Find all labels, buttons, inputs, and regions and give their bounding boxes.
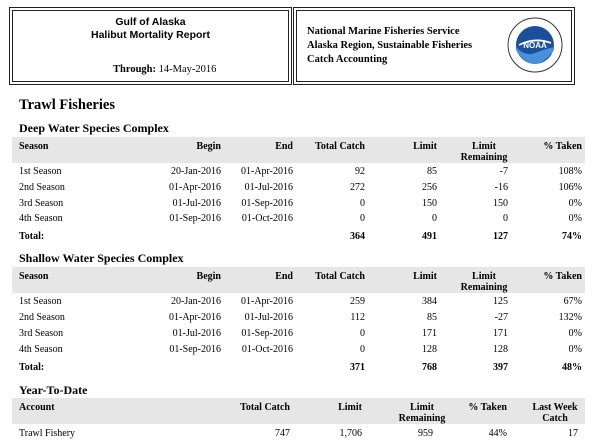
remaining-cell: -27 bbox=[494, 312, 508, 323]
catch-cell: 112 bbox=[350, 312, 365, 323]
col-limit: Limit bbox=[413, 271, 437, 282]
limit-cell: 256 bbox=[422, 182, 437, 193]
col-account: Account bbox=[19, 402, 55, 413]
season-cell: 2nd Season bbox=[19, 312, 65, 323]
season-cell: 1st Season bbox=[19, 296, 62, 307]
col-total-catch: Total Catch bbox=[315, 141, 365, 152]
begin-cell: 01-Jul-2016 bbox=[172, 328, 221, 339]
noaa-logo-icon bbox=[507, 17, 563, 73]
total-catch: 364 bbox=[350, 231, 365, 242]
remaining-cell: -16 bbox=[494, 182, 508, 193]
deep-water-title: Deep Water Species Complex bbox=[19, 121, 169, 135]
col-last-week-2: Catch bbox=[542, 413, 568, 424]
total-pct: 74% bbox=[562, 231, 582, 242]
col-limit-remaining-2: Remaining bbox=[398, 413, 446, 424]
report-title-line2: Halibut Mortality Report bbox=[90, 29, 210, 41]
agency-line1: National Marine Fisheries Service bbox=[307, 26, 460, 37]
begin-cell: 01-Apr-2016 bbox=[168, 312, 221, 323]
catch-cell: 0 bbox=[360, 328, 365, 339]
col-total-catch: Total Catch bbox=[315, 271, 365, 282]
limit-cell: 150 bbox=[422, 198, 437, 209]
col-end: End bbox=[275, 141, 293, 152]
limit-cell: 0 bbox=[432, 213, 437, 224]
col-pct-taken: % Taken bbox=[543, 141, 582, 152]
col-limit-remaining-2: Remaining bbox=[460, 282, 508, 293]
catch-cell: 0 bbox=[360, 198, 365, 209]
agency-name bbox=[307, 25, 472, 67]
begin-cell: 01-Sep-2016 bbox=[169, 344, 221, 355]
col-limit-remaining-1: Limit bbox=[410, 402, 434, 413]
catch-cell: 259 bbox=[350, 296, 365, 307]
pct-cell: 0% bbox=[568, 213, 582, 224]
total-catch: 371 bbox=[350, 362, 365, 373]
season-cell: 1st Season bbox=[19, 166, 62, 177]
limit-cell: 128 bbox=[422, 344, 437, 355]
end-cell: 01-Oct-2016 bbox=[241, 213, 293, 224]
limit-cell: 384 bbox=[422, 296, 437, 307]
through-label: Through: bbox=[113, 64, 156, 75]
col-last-week-1: Last Week bbox=[532, 402, 578, 413]
catch-cell: 272 bbox=[350, 182, 365, 193]
trawl-section-title: Trawl Fisheries bbox=[19, 97, 115, 113]
begin-cell: 01-Jul-2016 bbox=[172, 198, 221, 209]
total-remaining: 127 bbox=[493, 231, 508, 242]
total-limit: 491 bbox=[422, 231, 437, 242]
season-cell: 3rd Season bbox=[19, 198, 64, 209]
agency-box bbox=[296, 10, 572, 82]
col-limit-remaining-1: Limit bbox=[472, 141, 496, 152]
limit-cell: 85 bbox=[427, 166, 437, 177]
pct-cell: 106% bbox=[558, 182, 582, 193]
through-date: 14-May-2016 bbox=[158, 64, 217, 75]
limit-cell: 1,706 bbox=[339, 428, 362, 439]
remaining-cell: 0 bbox=[503, 213, 508, 224]
end-cell: 01-Jul-2016 bbox=[244, 312, 293, 323]
agency-line2: Alaska Region, Sustainable Fisheries bbox=[307, 40, 473, 51]
season-cell: 4th Season bbox=[19, 213, 63, 224]
remaining-cell: 128 bbox=[493, 344, 508, 355]
col-limit: Limit bbox=[413, 141, 437, 152]
col-season: Season bbox=[19, 271, 49, 282]
report-title-box bbox=[12, 10, 289, 82]
pct-cell: 132% bbox=[558, 312, 582, 323]
total-label: Total: bbox=[19, 362, 45, 373]
remaining-cell: 125 bbox=[493, 296, 508, 307]
remaining-cell: 150 bbox=[493, 198, 508, 209]
col-begin: Begin bbox=[196, 271, 221, 282]
end-cell: 01-Apr-2016 bbox=[240, 296, 293, 307]
ytd-title: Year-To-Date bbox=[19, 383, 88, 397]
logo-text: NOAA bbox=[523, 41, 547, 50]
season-cell: 4th Season bbox=[19, 344, 63, 355]
catch-cell: 0 bbox=[360, 344, 365, 355]
shallow-water-title: Shallow Water Species Complex bbox=[19, 251, 184, 265]
begin-cell: 01-Apr-2016 bbox=[168, 182, 221, 193]
end-cell: 01-Jul-2016 bbox=[244, 182, 293, 193]
report-title bbox=[13, 16, 288, 42]
total-pct: 48% bbox=[562, 362, 582, 373]
total-remaining: 397 bbox=[493, 362, 508, 373]
season-cell: 3rd Season bbox=[19, 328, 64, 339]
report-title-line1: Gulf of Alaska bbox=[115, 16, 186, 28]
through-date-line bbox=[113, 64, 216, 75]
total-label: Total: bbox=[19, 231, 45, 242]
limit-cell: 85 bbox=[427, 312, 437, 323]
remaining-cell: -7 bbox=[499, 166, 508, 177]
total-limit: 768 bbox=[422, 362, 437, 373]
col-limit: Limit bbox=[338, 402, 362, 413]
pct-cell: 0% bbox=[568, 328, 582, 339]
col-season: Season bbox=[19, 141, 49, 152]
catch-cell: 0 bbox=[360, 213, 365, 224]
col-limit-remaining-2: Remaining bbox=[460, 152, 508, 163]
pct-cell: 108% bbox=[558, 166, 582, 177]
begin-cell: 20-Jan-2016 bbox=[171, 166, 221, 177]
end-cell: 01-Oct-2016 bbox=[241, 344, 293, 355]
remaining-cell: 959 bbox=[418, 428, 433, 439]
pct-cell: 0% bbox=[568, 344, 582, 355]
col-total-catch: Total Catch bbox=[240, 402, 290, 413]
limit-cell: 171 bbox=[422, 328, 437, 339]
agency-line3: Catch Accounting bbox=[307, 54, 388, 65]
end-cell: 01-Sep-2016 bbox=[241, 198, 293, 209]
pct-cell: 44% bbox=[488, 428, 507, 439]
last-week-cell: 17 bbox=[568, 428, 578, 439]
col-limit-remaining-1: Limit bbox=[472, 271, 496, 282]
col-pct-taken: % Taken bbox=[543, 271, 582, 282]
col-begin: Begin bbox=[196, 141, 221, 152]
account-cell: Trawl Fishery bbox=[19, 428, 76, 439]
begin-cell: 01-Sep-2016 bbox=[169, 213, 221, 224]
pct-cell: 67% bbox=[563, 296, 582, 307]
col-end: End bbox=[275, 271, 293, 282]
catch-cell: 92 bbox=[355, 166, 365, 177]
pct-cell: 0% bbox=[568, 198, 582, 209]
season-cell: 2nd Season bbox=[19, 182, 65, 193]
remaining-cell: 171 bbox=[493, 328, 508, 339]
end-cell: 01-Apr-2016 bbox=[240, 166, 293, 177]
end-cell: 01-Sep-2016 bbox=[241, 328, 293, 339]
catch-cell: 747 bbox=[275, 428, 290, 439]
col-pct-taken: % Taken bbox=[468, 402, 507, 413]
begin-cell: 20-Jan-2016 bbox=[171, 296, 221, 307]
